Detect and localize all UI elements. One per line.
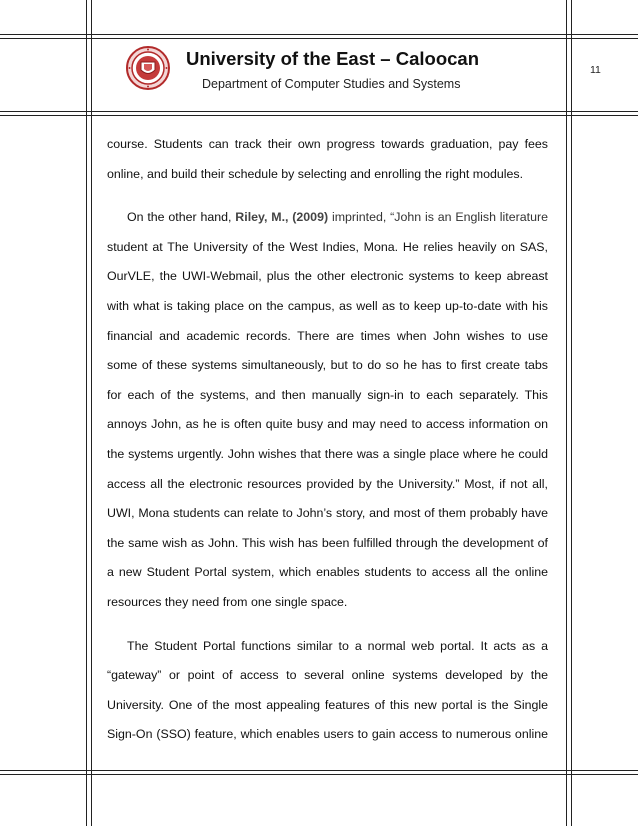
text-line: University. One of the most appealing features of this new portal is the Single xyxy=(107,697,548,712)
page-number: 11 xyxy=(590,64,601,76)
text-line: resources they need from one single space. xyxy=(107,594,348,609)
university-seal-logo xyxy=(126,46,170,90)
text-line: a new Student Portal system, which enables students to access all the online xyxy=(107,565,548,580)
text-line: with what is taking place on the campus, as well as to keep up-to-date with his xyxy=(107,298,548,313)
text-line: “gateway” or point of access to several online systems developed by the xyxy=(107,668,548,683)
text-line: the systems urgently. John wishes that there was a single place where he could xyxy=(107,446,548,461)
text-line: financial and academic records. There are times when John wishes to use xyxy=(107,328,548,343)
frame-line-footer-inner xyxy=(0,774,638,775)
lead-text: On the other hand, xyxy=(127,210,232,225)
frame-line-header-bottom-outer xyxy=(0,111,638,112)
frame-line-top-outer xyxy=(0,34,638,35)
header-subtitle: Department of Computer Studies and Systems xyxy=(202,77,461,91)
frame-line-top-inner xyxy=(0,38,638,39)
text-line: Sign-On (SSO) feature, which enables users to gain access to numerous online xyxy=(107,727,548,742)
text-line: course. Students can track their own progress towards graduation, pay fees xyxy=(107,137,548,151)
text-line: for each of the systems, and then manually sign-in to each separately. This xyxy=(107,387,548,402)
lead-rest-text: imprinted, “John is an English literature xyxy=(331,210,549,225)
text-line: annoys John, as he is often quite busy and may need to access information on xyxy=(107,417,548,432)
frame-line-header-bottom-inner xyxy=(0,115,638,116)
body-text xyxy=(107,130,548,750)
text-line-lead xyxy=(107,203,548,233)
paragraph-2 xyxy=(107,203,548,617)
frame-line-right-outer xyxy=(571,0,572,826)
frame-line-left-outer xyxy=(86,0,87,826)
text-line: online, and build their schedule by selecting and enrolling the right modules. xyxy=(107,166,524,181)
paragraph-1 xyxy=(107,130,548,189)
text-line: access all the electronic resources provided by the University.” Most, if not all, xyxy=(107,476,548,491)
text-line: the same wish as John. This wish has been fulfilled through the development of xyxy=(107,535,548,550)
frame-line-left-inner xyxy=(91,0,92,826)
header-title: University of the East – Caloocan xyxy=(186,48,480,69)
citation: Riley, M., (2009) xyxy=(235,210,329,225)
text-line: UWI, Mona students can relate to John’s story, and most of them probably have xyxy=(107,506,548,521)
frame-line-footer-outer xyxy=(0,770,638,771)
text-line: OurVLE, the UWI-Webmail, plus the other electronic systems to keep abreast xyxy=(107,269,548,284)
paragraph-3 xyxy=(107,632,548,750)
text-line: The Student Portal functions similar to a normal web portal. It acts as a xyxy=(127,638,548,653)
text-line: some of these systems simultaneously, but to do so he has to first create tabs xyxy=(107,358,548,373)
text-line: student at The University of the West Indies, Mona. He relies heavily on SAS, xyxy=(107,239,548,254)
frame-line-right-inner xyxy=(566,0,567,826)
